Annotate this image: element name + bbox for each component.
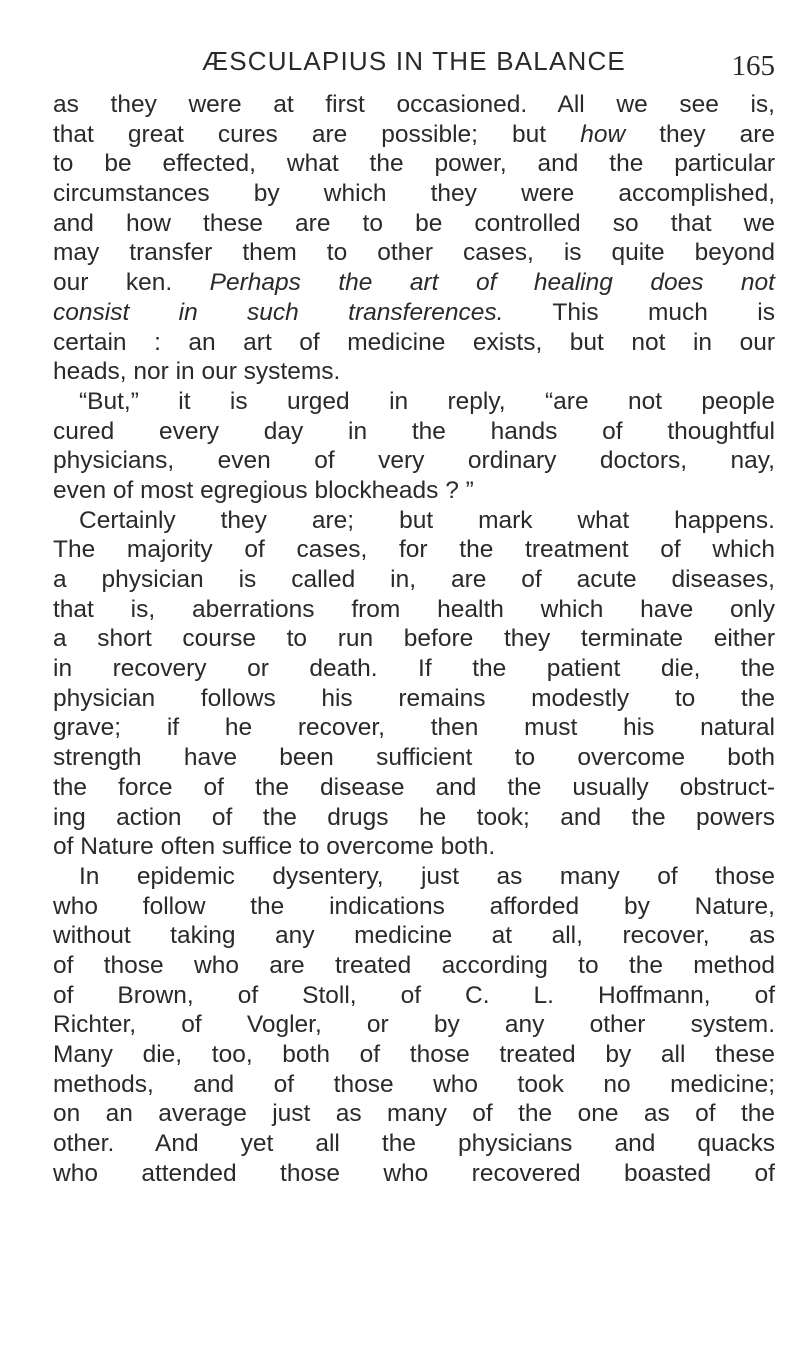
text-line: of Brown, of Stoll, of C. L. Hoffmann, of	[53, 981, 775, 1009]
text-line: strength have been sufficient to overcome both	[53, 744, 775, 772]
text-line: that is, aberrations from health which have only	[53, 595, 775, 623]
text-line: consist in such transferences. This much is	[53, 298, 775, 326]
text-line: the force of the disease and the usually obstruct-	[53, 773, 775, 801]
text-line: cured every day in the hands of thoughtful	[53, 417, 775, 445]
emphasis: how	[580, 120, 626, 148]
text-line: that great cures are possible; but how they are	[53, 120, 775, 148]
text-line: circumstances by which they were accomplished,	[53, 180, 775, 208]
text-line: of those who are treated according to the method	[53, 951, 775, 979]
text-line: our ken. Perhaps the art of healing does not	[53, 269, 775, 297]
text-line: The majority of cases, for the treatment of which	[53, 536, 775, 564]
text-line: ing action of the drugs he took; and the powers	[53, 803, 775, 831]
text-line: Certainly they are; but mark what happens.	[79, 506, 775, 534]
text-line: and how these are to be controlled so that we	[53, 209, 775, 237]
page-header	[53, 46, 775, 90]
text-line: methods, and of those who took no medicine;	[53, 1070, 775, 1098]
emphasis: Perhaps the art of healing does not	[209, 269, 775, 297]
text-line: other. And yet all the physicians and quacks	[53, 1130, 775, 1158]
text-line: who attended those who recovered boasted of	[53, 1159, 775, 1187]
text-line: of Nature often suffice to overcome both.	[53, 833, 496, 861]
body-text	[53, 90, 775, 1188]
text-line: who follow the indications afforded by Nature,	[53, 892, 775, 920]
text-line: may transfer them to other cases, is quite beyond	[53, 239, 775, 267]
text-line: to be effected, what the power, and the particular	[53, 150, 775, 178]
text-line: physician follows his remains modestly to the	[53, 684, 775, 712]
text-line: certain : an art of medicine exists, but not in our	[53, 328, 775, 356]
text-line: a physician is called in, are of acute diseases,	[53, 566, 775, 593]
text-line: Richter, of Vogler, or by any other system.	[53, 1011, 775, 1039]
text-line: heads, nor in our systems.	[53, 358, 341, 386]
text-line: without taking any medicine at all, recover, as	[53, 922, 775, 950]
text-line: even of most egregious blockheads ? ”	[53, 476, 474, 504]
text-line: as they were at first occasioned. All we see is,	[53, 91, 775, 118]
emphasis: consist in such transferences.	[53, 298, 504, 326]
text-line: a short course to run before they terminate either	[53, 625, 775, 653]
text-line: physicians, even of very ordinary doctors, nay,	[53, 447, 775, 475]
text-line: Many die, too, both of those treated by all these	[53, 1041, 775, 1068]
text-line: on an average just as many of the one as of the	[53, 1100, 775, 1128]
text-line: in recovery or death. If the patient die, the	[53, 655, 775, 683]
text-line: “But,” it is urged in reply, “are not people	[79, 387, 775, 415]
text-line: In epidemic dysentery, just as many of those	[79, 862, 775, 890]
text-line: grave; if he recover, then must his natural	[53, 714, 775, 742]
running-head: ÆSCULAPIUS IN THE BALANCE	[202, 46, 626, 76]
page-number: 165	[731, 50, 775, 82]
